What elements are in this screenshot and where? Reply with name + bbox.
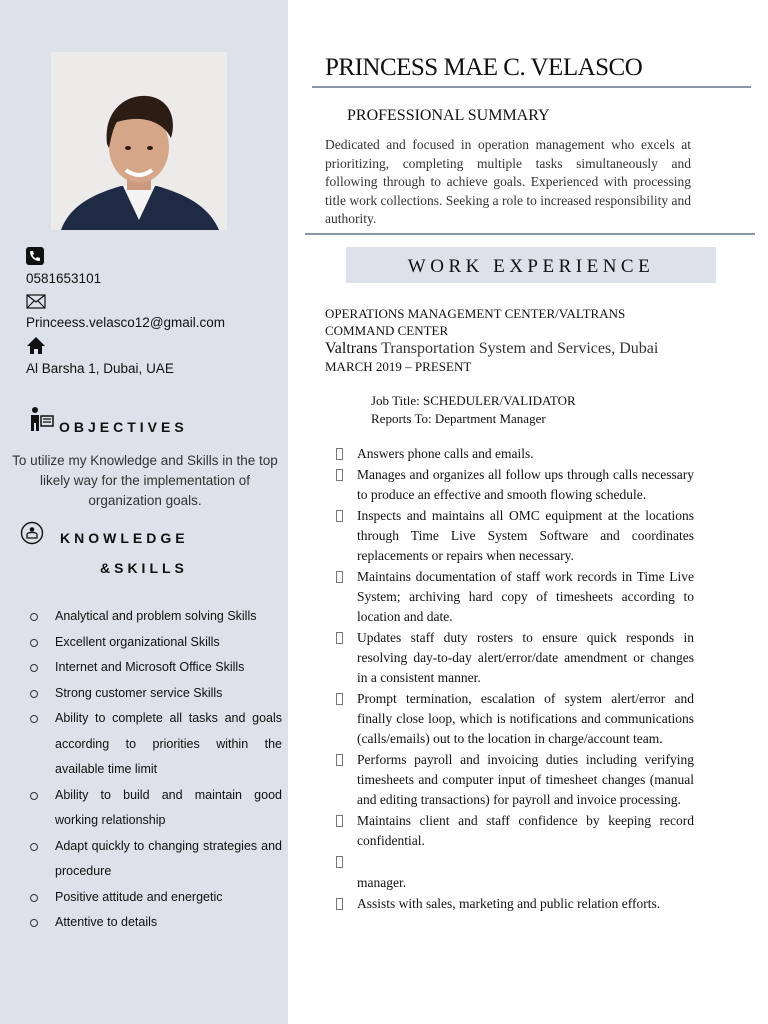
duty-item: Inspects and maintains all OMC equipment at the locations through Time Live System Software and coordinates replacements or repairs when necessary. xyxy=(336,506,694,566)
skills-icon xyxy=(20,521,44,545)
duty-item: Assists with sales, marketing and public relation efforts. xyxy=(336,894,694,914)
email-address: Princeess.velasco12@gmail.com xyxy=(26,315,226,330)
address: Al Barsha 1, Dubai, UAE xyxy=(26,361,174,376)
name-divider xyxy=(312,86,751,88)
job-title: Job Title: SCHEDULER/VALIDATOR xyxy=(371,393,576,408)
reports-to: Reports To: Department Manager xyxy=(371,411,546,426)
skill-item: Excellent organizational Skills xyxy=(26,630,282,656)
skill-item: Ability to complete all tasks and goals according to priorities within the available time limit xyxy=(26,706,282,783)
company-name-bold: Valtrans xyxy=(325,340,378,357)
skills-list xyxy=(26,604,282,936)
home-icon xyxy=(26,336,46,355)
skill-item: Strong customer service Skills xyxy=(26,681,282,707)
skill-item: Adapt quickly to changing strategies and procedure xyxy=(26,834,282,885)
summary-title: PROFESSIONAL SUMMARY xyxy=(347,107,550,124)
job-info xyxy=(371,392,576,428)
summary-text: Dedicated and focused in operation management who excels at prioritizing, completing multiple tasks simultaneously and following through to achieve goals. Experienced with processing title work collections. Seeking a role to increased responsibility and authority. xyxy=(325,137,691,226)
skills-title-line2: &SKILLS xyxy=(100,560,188,576)
duty-item-blank xyxy=(336,852,694,872)
skill-item: Positive attitude and energetic xyxy=(26,885,282,911)
phone-number: 0581653101 xyxy=(26,271,102,286)
skill-item: Attentive to details xyxy=(26,910,282,936)
company-name xyxy=(325,340,658,358)
duty-item: Performs payroll and invoicing duties including verifying timesheets and computer input of timesheet changes (manual and editing transactions) for payroll and invoice processing. xyxy=(336,750,694,810)
company-name-rest: Transportation System and Services, Dubai xyxy=(377,340,659,357)
skills-title-line1: KNOWLEDGE xyxy=(60,530,189,546)
summary-divider xyxy=(305,233,755,235)
objectives-icon xyxy=(30,406,54,432)
email-icon xyxy=(26,294,46,309)
objectives-text: To utilize my Knowledge and Skills in the top likely way for the implementation of organization goals. xyxy=(12,453,278,508)
skill-item: Internet and Microsoft Office Skills xyxy=(26,655,282,681)
skill-item: Ability to build and maintain good working relationship xyxy=(26,783,282,834)
phone-icon xyxy=(26,247,44,265)
profile-photo xyxy=(51,52,227,230)
work-experience-title: WORK EXPERIENCE xyxy=(407,256,655,277)
skill-item: Analytical and problem solving Skills xyxy=(26,604,282,630)
duties-list xyxy=(336,444,694,915)
employment-date: MARCH 2019 – PRESENT xyxy=(325,359,472,374)
organization-name: OPERATIONS MANAGEMENT CENTER/VALTRANS COMMAND CENTER xyxy=(325,306,626,338)
duty-item: Answers phone calls and emails. xyxy=(336,444,694,464)
objectives-title: OBJECTIVES xyxy=(59,419,188,435)
duty-item: Manages and organizes all follow ups through calls necessary to produce an effective and smooth flowing schedule. xyxy=(336,465,694,505)
duty-item: Maintains documentation of staff work records in Time Live System; archiving hard copy of timesheets according to location and date. xyxy=(336,567,694,627)
duty-item: Maintains client and staff confidence by keeping record confidential. xyxy=(336,811,694,851)
duty-item: Updates staff duty rosters to ensure quick responds in resolving day-to-day alert/error/date amendment or changes in a consistent manner. xyxy=(336,628,694,688)
duty-item: Prompt termination, escalation of system alert/error and finally close loop, which is notifications and communications (calls/emails) out to the location in charge/account team. xyxy=(336,689,694,749)
duty-item-continuation: manager. xyxy=(357,874,407,890)
full-name: PRINCESS MAE C. VELASCO xyxy=(325,54,643,81)
